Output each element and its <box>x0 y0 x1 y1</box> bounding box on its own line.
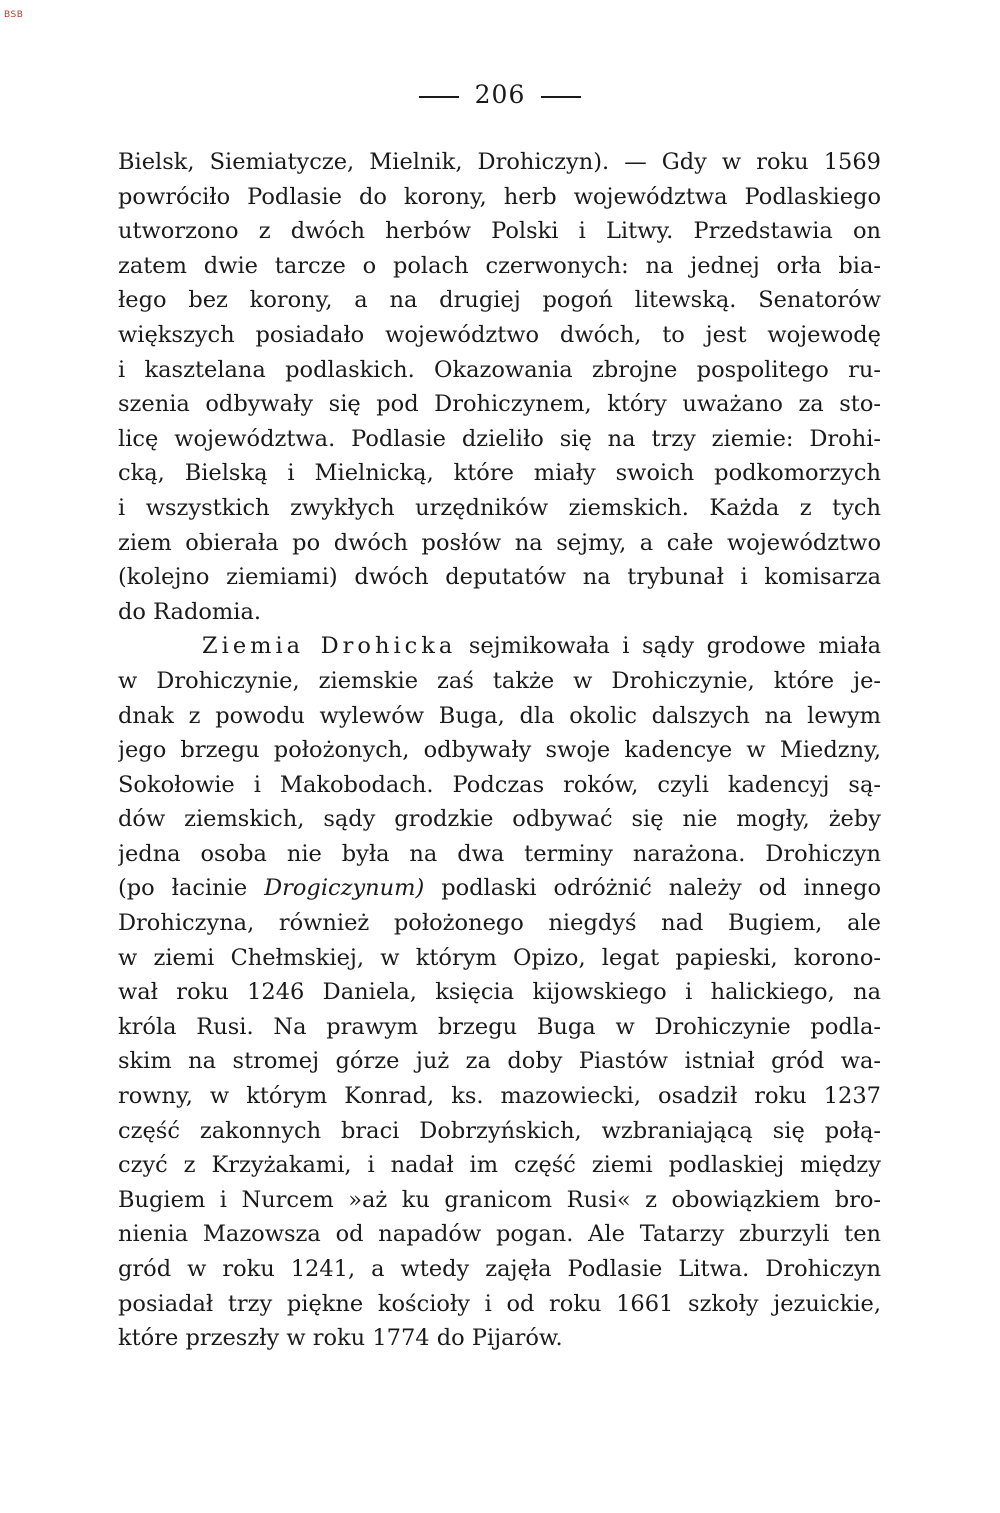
text-line: które przeszły w roku 1774 do Pijarów. <box>118 1325 563 1352</box>
right-dash <box>541 96 581 98</box>
text-line: w Drohiczynie, ziemskie zaś także w Drohiczynie, które je- <box>118 667 881 694</box>
text-line: dów ziemskich, sądy grodzkie odbywać się nie mogły, żeby <box>118 806 881 833</box>
text-line: jego brzegu położonych, odbywały swoje kadencye w Miedzny, <box>118 737 881 764</box>
text-fragment: sejmikowała i sądy grodowe miała <box>456 633 881 660</box>
text-line: czyć z Krzyżakami, i nadał im część ziemi podlaskiej między <box>118 1152 881 1179</box>
text-line: posiadał trzy piękne kościoły i od roku 1661 szkoły jezuickie, <box>118 1290 881 1317</box>
text-line: Sokołowie i Makobodach. Podczas roków, czyli kadencyj są- <box>118 771 881 798</box>
latin-name-italic: Drogiczynum) <box>264 875 425 902</box>
text-line: część zakonnych braci Dobrzyńskich, wzbraniającą się połą- <box>118 1117 881 1144</box>
left-dash <box>419 96 459 98</box>
text-line: utworzono z dwóch herbów Polski i Litwy. Przedstawia on <box>118 218 881 245</box>
text-line: do Radomia. <box>118 598 262 625</box>
text-line: łego bez korony, a na drugiej pogoń litewską. Senatorów <box>118 287 881 314</box>
text-line: króla Rusi. Na prawym brzegu Buga w Drohiczynie podla- <box>118 1013 881 1040</box>
section-name-spaced: Ziemia Drohicka <box>202 633 457 660</box>
paragraph-2 <box>118 629 881 1355</box>
text-line: nienia Mazowsza od napadów pogan. Ale Tatarzy zburzyli ten <box>118 1221 881 1248</box>
text-line: rowny, w którym Konrad, ks. mazowiecki, osadził roku 1237 <box>118 1083 881 1110</box>
text-line: Bugiem i Nurcem »aż ku granicom Rusi« z obowiązkiem bro- <box>118 1186 881 1213</box>
text-line: cką, Bielską i Mielnicką, które miały swoich podkomorzych <box>118 460 881 487</box>
text-line: skim na stromej górze już za doby Piastów istniał gród wa- <box>118 1048 881 1075</box>
text-line: w ziemi Chełmskiej, w którym Opizo, legat papieski, korono- <box>118 944 881 971</box>
text-line: (kolejno ziemiami) dwóch deputatów na trybunał i komisarza <box>118 564 881 591</box>
library-stamp: BSB <box>4 10 24 20</box>
text-line: zatem dwie tarcze o polach czerwonych: na jednej orła bia- <box>118 252 881 279</box>
text-line: szenia odbywały się pod Drohiczynem, który uważano za sto- <box>118 391 881 418</box>
text-line: ziem obierała po dwóch posłów na sejmy, a całe województwo <box>118 529 881 556</box>
paragraph-1 <box>118 145 881 629</box>
page-number: 206 <box>474 80 526 109</box>
page-number-header <box>0 80 1000 109</box>
text-line: i kasztelana podlaskich. Okazowania zbrojne pospolitego ru- <box>118 356 881 383</box>
text-line: powróciło Podlasie do korony, herb województwa Podlaskiego <box>118 183 881 210</box>
text-line: gród w roku 1241, a wtedy zajęła Podlasie Litwa. Drohiczyn <box>118 1256 881 1282</box>
text-line: większych posiadało województwo dwóch, to jest wojewodę <box>118 321 881 348</box>
text-line <box>118 629 881 664</box>
text-fragment: (po łacinie <box>118 875 265 902</box>
text-line: dnak z powodu wylewów Buga, dla okolic dalszych na lewym <box>118 702 881 729</box>
text-line: licę województwa. Podlasie dzieliło się na trzy ziemie: Drohi- <box>118 425 881 452</box>
text-line: wał roku 1246 Daniela, księcia kijowskiego i halickiego, na <box>118 979 881 1006</box>
body-text <box>118 145 881 1356</box>
text-line: i wszystkich zwykłych urzędników ziemskich. Każda z tych <box>118 494 881 521</box>
text-line: Drohiczyna, również położonego niegdyś nad Bugiem, ale <box>118 910 881 937</box>
text-line <box>118 871 881 906</box>
text-line: jedna osoba nie była na dwa terminy narażona. Drohiczyn <box>118 840 881 867</box>
text-line: Bielsk, Siemiatycze, Mielnik, Drohiczyn). — Gdy w roku 1569 <box>118 149 881 175</box>
text-fragment: podlaski odróżnić należy od innego <box>424 875 881 902</box>
